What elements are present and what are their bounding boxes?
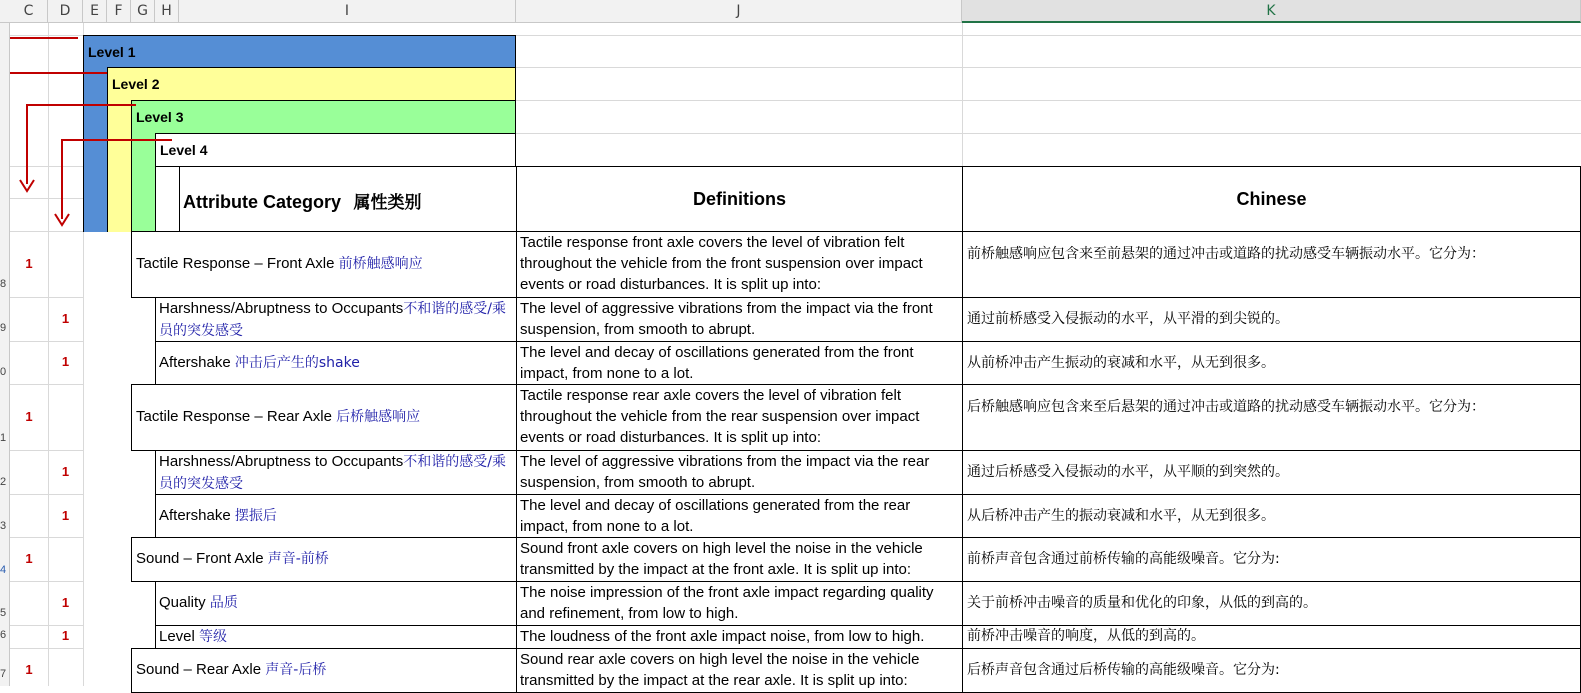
- attribute-label-cn: 冲击后产生的shake: [234, 355, 360, 371]
- row-number[interactable]: 1: [0, 432, 7, 444]
- chinese-cell[interactable]: 前桥触感响应包含来至前悬架的通过冲击或道路的扰动感受车辆振动水平。它分为：: [962, 231, 1581, 298]
- attribute-label-en: Harshness/Abruptness to Occupants: [159, 453, 404, 470]
- level-marker-d[interactable]: 1: [61, 354, 70, 369]
- row-header-bar: [0, 23, 10, 686]
- chinese-cell[interactable]: 通过后桥感受入侵振动的水平，从平顺的到突然的。: [962, 450, 1581, 495]
- header-category-en: Attribute Category: [183, 192, 342, 212]
- gridline: [10, 625, 83, 626]
- level-3-connector: [26, 104, 136, 106]
- definition-cell[interactable]: Tactile response rear axle covers the level of vibration felt throughout the vehicle from the rear suspension over impact events or road disturbances. It is split up into:: [516, 384, 963, 451]
- level-1-stripe: [83, 67, 107, 232]
- attribute-label-cn: 声音-前桥: [267, 551, 329, 567]
- row-number[interactable]: 3: [0, 520, 7, 532]
- definition-cell[interactable]: The level and decay of oscillations generated from the rear impact, from none to a lot.: [516, 494, 963, 538]
- level-marker-d[interactable]: 1: [61, 311, 70, 326]
- level-3-stripe: [131, 133, 155, 232]
- level-3-band: Level 3: [131, 100, 516, 134]
- attribute-label-cn: 摆振后: [234, 508, 277, 524]
- attribute-cell[interactable]: [155, 494, 517, 538]
- attribute-label-cn: 后桥触感响应: [336, 409, 421, 425]
- level-4-connector: [61, 139, 172, 141]
- arrow-down-icon: [53, 210, 71, 228]
- attribute-label-en: Tactile Response – Rear Axle: [136, 408, 337, 425]
- attribute-label-cn: 品质: [209, 595, 238, 611]
- level-1-connector: [10, 37, 78, 39]
- level-3-connector: [26, 104, 28, 184]
- definition-cell[interactable]: The loudness of the front axle impact noise, from low to high.: [516, 625, 963, 649]
- chinese-cell[interactable]: 后桥触感响应包含来至后悬架的通过冲击或道路的扰动感受车辆振动水平。它分为：: [962, 384, 1581, 451]
- attribute-cell[interactable]: [155, 450, 517, 495]
- gridline: [10, 537, 83, 538]
- attribute-label-en: Aftershake: [159, 354, 235, 371]
- column-header-e[interactable]: E: [83, 0, 107, 23]
- attribute-cell[interactable]: [155, 341, 517, 385]
- attribute-cell[interactable]: [155, 581, 517, 626]
- level-marker-c[interactable]: 1: [25, 409, 33, 424]
- chinese-cell[interactable]: 前桥声音包含通过前桥传输的高能级噪音。它分为:: [962, 537, 1581, 582]
- column-header-k[interactable]: K: [962, 0, 1581, 23]
- attribute-label-en: Level: [159, 628, 200, 645]
- row-number[interactable]: 9: [0, 322, 7, 334]
- gridline: [10, 648, 83, 649]
- attribute-cell[interactable]: [131, 648, 517, 693]
- attribute-cell[interactable]: [155, 297, 517, 342]
- chinese-cell[interactable]: 后桥声音包含通过后桥传输的高能级噪音。它分为:: [962, 648, 1581, 693]
- attribute-label-en: Sound – Front Axle: [136, 550, 268, 567]
- header-chinese: Chinese: [962, 166, 1581, 232]
- attribute-label-cn: 声音-后桥: [265, 662, 327, 678]
- column-header-c[interactable]: C: [10, 0, 48, 23]
- gridline: [10, 341, 83, 342]
- definition-cell[interactable]: The level of aggressive vibrations from the impact via the front suspension, from smooth to abrupt.: [516, 297, 963, 342]
- column-header-i[interactable]: I: [179, 0, 516, 23]
- row-number[interactable]: 2: [0, 476, 7, 488]
- definition-cell[interactable]: The level and decay of oscillations generated from the front impact, from none to a lot.: [516, 341, 963, 385]
- definition-cell[interactable]: The level of aggressive vibrations from the impact via the rear suspension, from smooth to abrupt.: [516, 450, 963, 495]
- header-category-cn: 属性类别: [353, 193, 422, 213]
- level-marker-d[interactable]: 1: [61, 595, 70, 610]
- attribute-cell[interactable]: [131, 384, 517, 451]
- row-number[interactable]: 5: [0, 607, 7, 619]
- level-marker-d[interactable]: 1: [61, 464, 70, 479]
- attribute-cell[interactable]: [155, 625, 517, 649]
- gridline: [10, 198, 83, 199]
- chinese-cell[interactable]: 关于前桥冲击噪音的质量和优化的印象，从低的到高的。: [962, 581, 1581, 626]
- chinese-cell[interactable]: 前桥冲击噪音的响度，从低的到高的。: [962, 625, 1581, 649]
- row-number[interactable]: 4: [0, 564, 7, 576]
- chinese-cell[interactable]: 从后桥冲击产生的振动衰减和水平，从无到很多。: [962, 494, 1581, 538]
- level-marker-c[interactable]: 1: [25, 662, 33, 677]
- gridline: [10, 231, 83, 232]
- attribute-label-en: Quality: [159, 594, 210, 611]
- header-attribute-category: [179, 166, 517, 232]
- column-header-h[interactable]: H: [155, 0, 179, 23]
- attribute-label-cn: 不和谐的感受/乘员的突发感受: [159, 454, 507, 492]
- attribute-cell[interactable]: [131, 537, 517, 582]
- attribute-label-en: Aftershake: [159, 507, 235, 524]
- gridline: [10, 450, 83, 451]
- level-1-band: Level 1: [83, 35, 516, 68]
- attribute-label-cn: 等级: [199, 629, 228, 645]
- row-number[interactable]: 8: [0, 278, 7, 290]
- level-marker-d[interactable]: 1: [61, 628, 70, 643]
- attribute-label-cn: 不和谐的感受/乘员的突发感受: [159, 301, 507, 339]
- column-header-j[interactable]: J: [516, 0, 962, 23]
- gridline: [10, 494, 83, 495]
- attribute-label-en: Tactile Response – Front Axle: [136, 255, 339, 272]
- chinese-cell[interactable]: 从前桥冲击产生振动的衰减和水平，从无到很多。: [962, 341, 1581, 385]
- level-marker-c[interactable]: 1: [25, 551, 33, 566]
- gridline: [516, 100, 1581, 101]
- gridline: [10, 384, 83, 385]
- level-marker-c[interactable]: 1: [25, 256, 33, 271]
- attribute-label-en: Sound – Rear Axle: [136, 661, 266, 678]
- row-number[interactable]: 7: [0, 668, 7, 680]
- chinese-cell[interactable]: 通过前桥感受入侵振动的水平，从平滑的到尖锐的。: [962, 297, 1581, 342]
- gridline: [516, 67, 1581, 68]
- level-4-stripe: [155, 166, 179, 232]
- level-2-band: Level 2: [107, 67, 516, 101]
- gridline: [516, 133, 1581, 134]
- definition-cell[interactable]: Sound rear axle covers on high level the noise in the vehicle transmitted by the impact at the rear axle. It is split up into:: [516, 648, 963, 693]
- arrow-down-icon: [18, 176, 36, 194]
- level-2-stripe: [107, 100, 131, 232]
- header-definitions: Definitions: [516, 166, 963, 232]
- gridline: [10, 297, 83, 298]
- attribute-label-cn: 前桥触感响应: [338, 256, 423, 272]
- gridline: [10, 581, 83, 582]
- level-marker-d[interactable]: 1: [61, 508, 70, 523]
- attribute-label-en: Harshness/Abruptness to Occupants: [159, 300, 404, 317]
- level-2-connector: [10, 72, 107, 74]
- row-number[interactable]: 0: [0, 366, 7, 378]
- definition-cell[interactable]: Tactile response front axle covers the level of vibration felt throughout the vehicle from the front suspension over impact events or road disturbances. It is split up into:: [516, 231, 963, 298]
- column-header-g[interactable]: G: [131, 0, 155, 23]
- column-header-f[interactable]: F: [107, 0, 131, 23]
- column-header-d[interactable]: D: [48, 0, 83, 23]
- gridline: [962, 23, 963, 166]
- level-4-connector: [61, 139, 63, 219]
- definition-cell[interactable]: The noise impression of the front axle impact regarding quality and refinement, from low to high.: [516, 581, 963, 626]
- level-4-band: Level 4: [155, 133, 516, 167]
- attribute-cell[interactable]: [131, 231, 517, 298]
- definition-cell[interactable]: Sound front axle covers on high level the noise in the vehicle transmitted by the impact at the front axle. It is split up into:: [516, 537, 963, 582]
- gridline: [10, 166, 83, 167]
- row-number[interactable]: 6: [0, 629, 7, 641]
